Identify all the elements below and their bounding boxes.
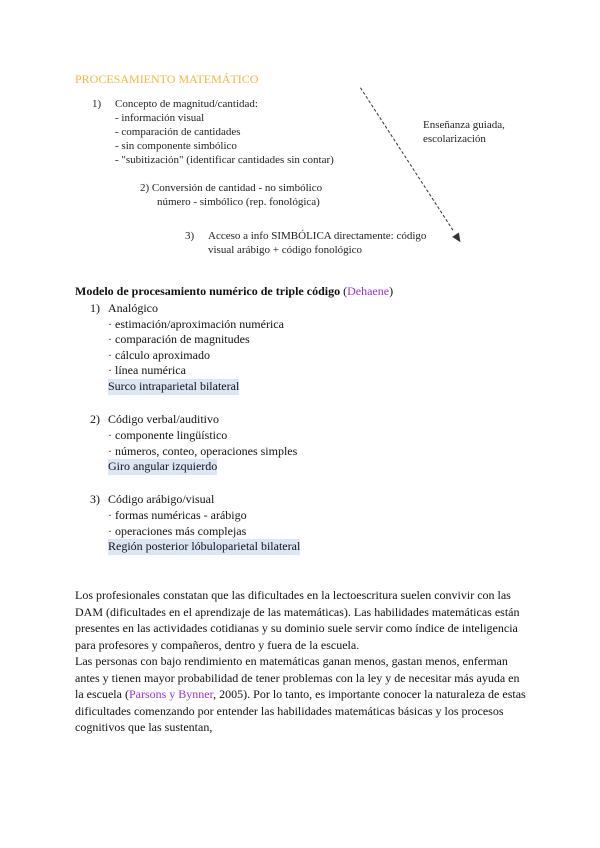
diagram-item3-line2: visual arábigo + código fonológico bbox=[208, 244, 363, 256]
section-bullet: · componente lingüístico bbox=[108, 428, 228, 442]
section-number: 1) bbox=[90, 301, 100, 315]
paren-open: ( bbox=[343, 284, 348, 298]
diagram-item2-line2: número - simbólico (rep. fonológica) bbox=[157, 196, 320, 208]
diagram-side-note-line1: Enseñanza guiada, bbox=[423, 119, 505, 131]
diagram-item1-bullet: - comparación de cantidades bbox=[115, 126, 241, 138]
section-bullet: · números, conteo, operaciones simples bbox=[108, 444, 298, 458]
section-bullet: · línea numérica bbox=[108, 363, 186, 377]
section-title: Código verbal/auditivo bbox=[108, 412, 219, 426]
author-citation: Dehaene bbox=[347, 284, 390, 298]
diagram-item3-line1: Acceso a info SIMBÓLICA directamente: código bbox=[208, 230, 427, 242]
section-title: Código arábigo/visual bbox=[108, 492, 215, 506]
section-title: Analógico bbox=[108, 301, 158, 315]
diagonal-arrow-line bbox=[360, 87, 453, 230]
diagram-item3-number: 3) bbox=[185, 230, 195, 242]
page-title: PROCESAMIENTO MATEMÁTICO bbox=[75, 72, 259, 86]
section-bullet: · formas numéricas - arábigo bbox=[108, 508, 247, 522]
citation-link: Parsons y Bynner bbox=[128, 687, 214, 701]
model-heading bbox=[75, 284, 393, 299]
paragraph-2 bbox=[75, 653, 530, 736]
section-bullet: · operaciones más complejas bbox=[108, 524, 247, 538]
section-bullet: · comparación de magnitudes bbox=[108, 332, 250, 346]
diagram-item1-number: 1) bbox=[92, 98, 102, 110]
section-number: 2) bbox=[90, 412, 100, 426]
paragraph-2-text: Las personas con bajo rendimiento en matemáticas ganan menos, gastan menos, enferman antes y tienen mayor probabilidad de tener problemas con la ley y de necesitar más ayuda en la escuela ( bbox=[75, 654, 520, 701]
diagram-side-note-line2: escolarización bbox=[423, 133, 486, 145]
paragraph-2-text-end: , 2005). Por lo tanto, es importante conocer la naturaleza de estas dificultades comenzando por entender las habilidades matemáticas básicas y los procesos cognitivos que las sustentan, bbox=[75, 687, 526, 734]
paragraph-1: Los profesionales constatan que las dificultades en la lectoescritura suelen convivir con las DAM (dificultades en el aprendizaje de las matemáticas). Las habilidades matemáticas están presentes en las actividades cotidianas y su dominio suele servir como índice de inteligencia para profesores y compañeros, dentro y fuera de la escuela. bbox=[75, 588, 520, 652]
brain-region-label: Región posterior lóbuloparietal bilateral bbox=[108, 539, 301, 553]
brain-region-label: Surco intraparietal bilateral bbox=[108, 379, 240, 393]
section-number: 3) bbox=[90, 492, 100, 506]
diagram-item1-bullet: - "subitización" (identificar cantidades sin contar) bbox=[115, 154, 334, 166]
paren-close: ) bbox=[389, 284, 394, 298]
arrow-head-icon bbox=[452, 233, 464, 245]
diagram-item1-title: Concepto de magnitud/cantidad: bbox=[115, 98, 258, 110]
section-bullet: · cálculo aproximado bbox=[108, 348, 210, 362]
diagram-item1-bullet: - información visual bbox=[115, 112, 205, 124]
model-heading-text: Modelo de procesamiento numérico de triple código bbox=[75, 284, 341, 298]
diagram-item2-line1: 2) Conversión de cantidad - no simbólico bbox=[140, 182, 323, 194]
brain-region-label: Giro angular izquierdo bbox=[108, 459, 218, 473]
section-bullet: · estimación/aproximación numérica bbox=[108, 317, 284, 331]
diagram-item1-bullet: - sin componente simbólico bbox=[115, 140, 237, 152]
